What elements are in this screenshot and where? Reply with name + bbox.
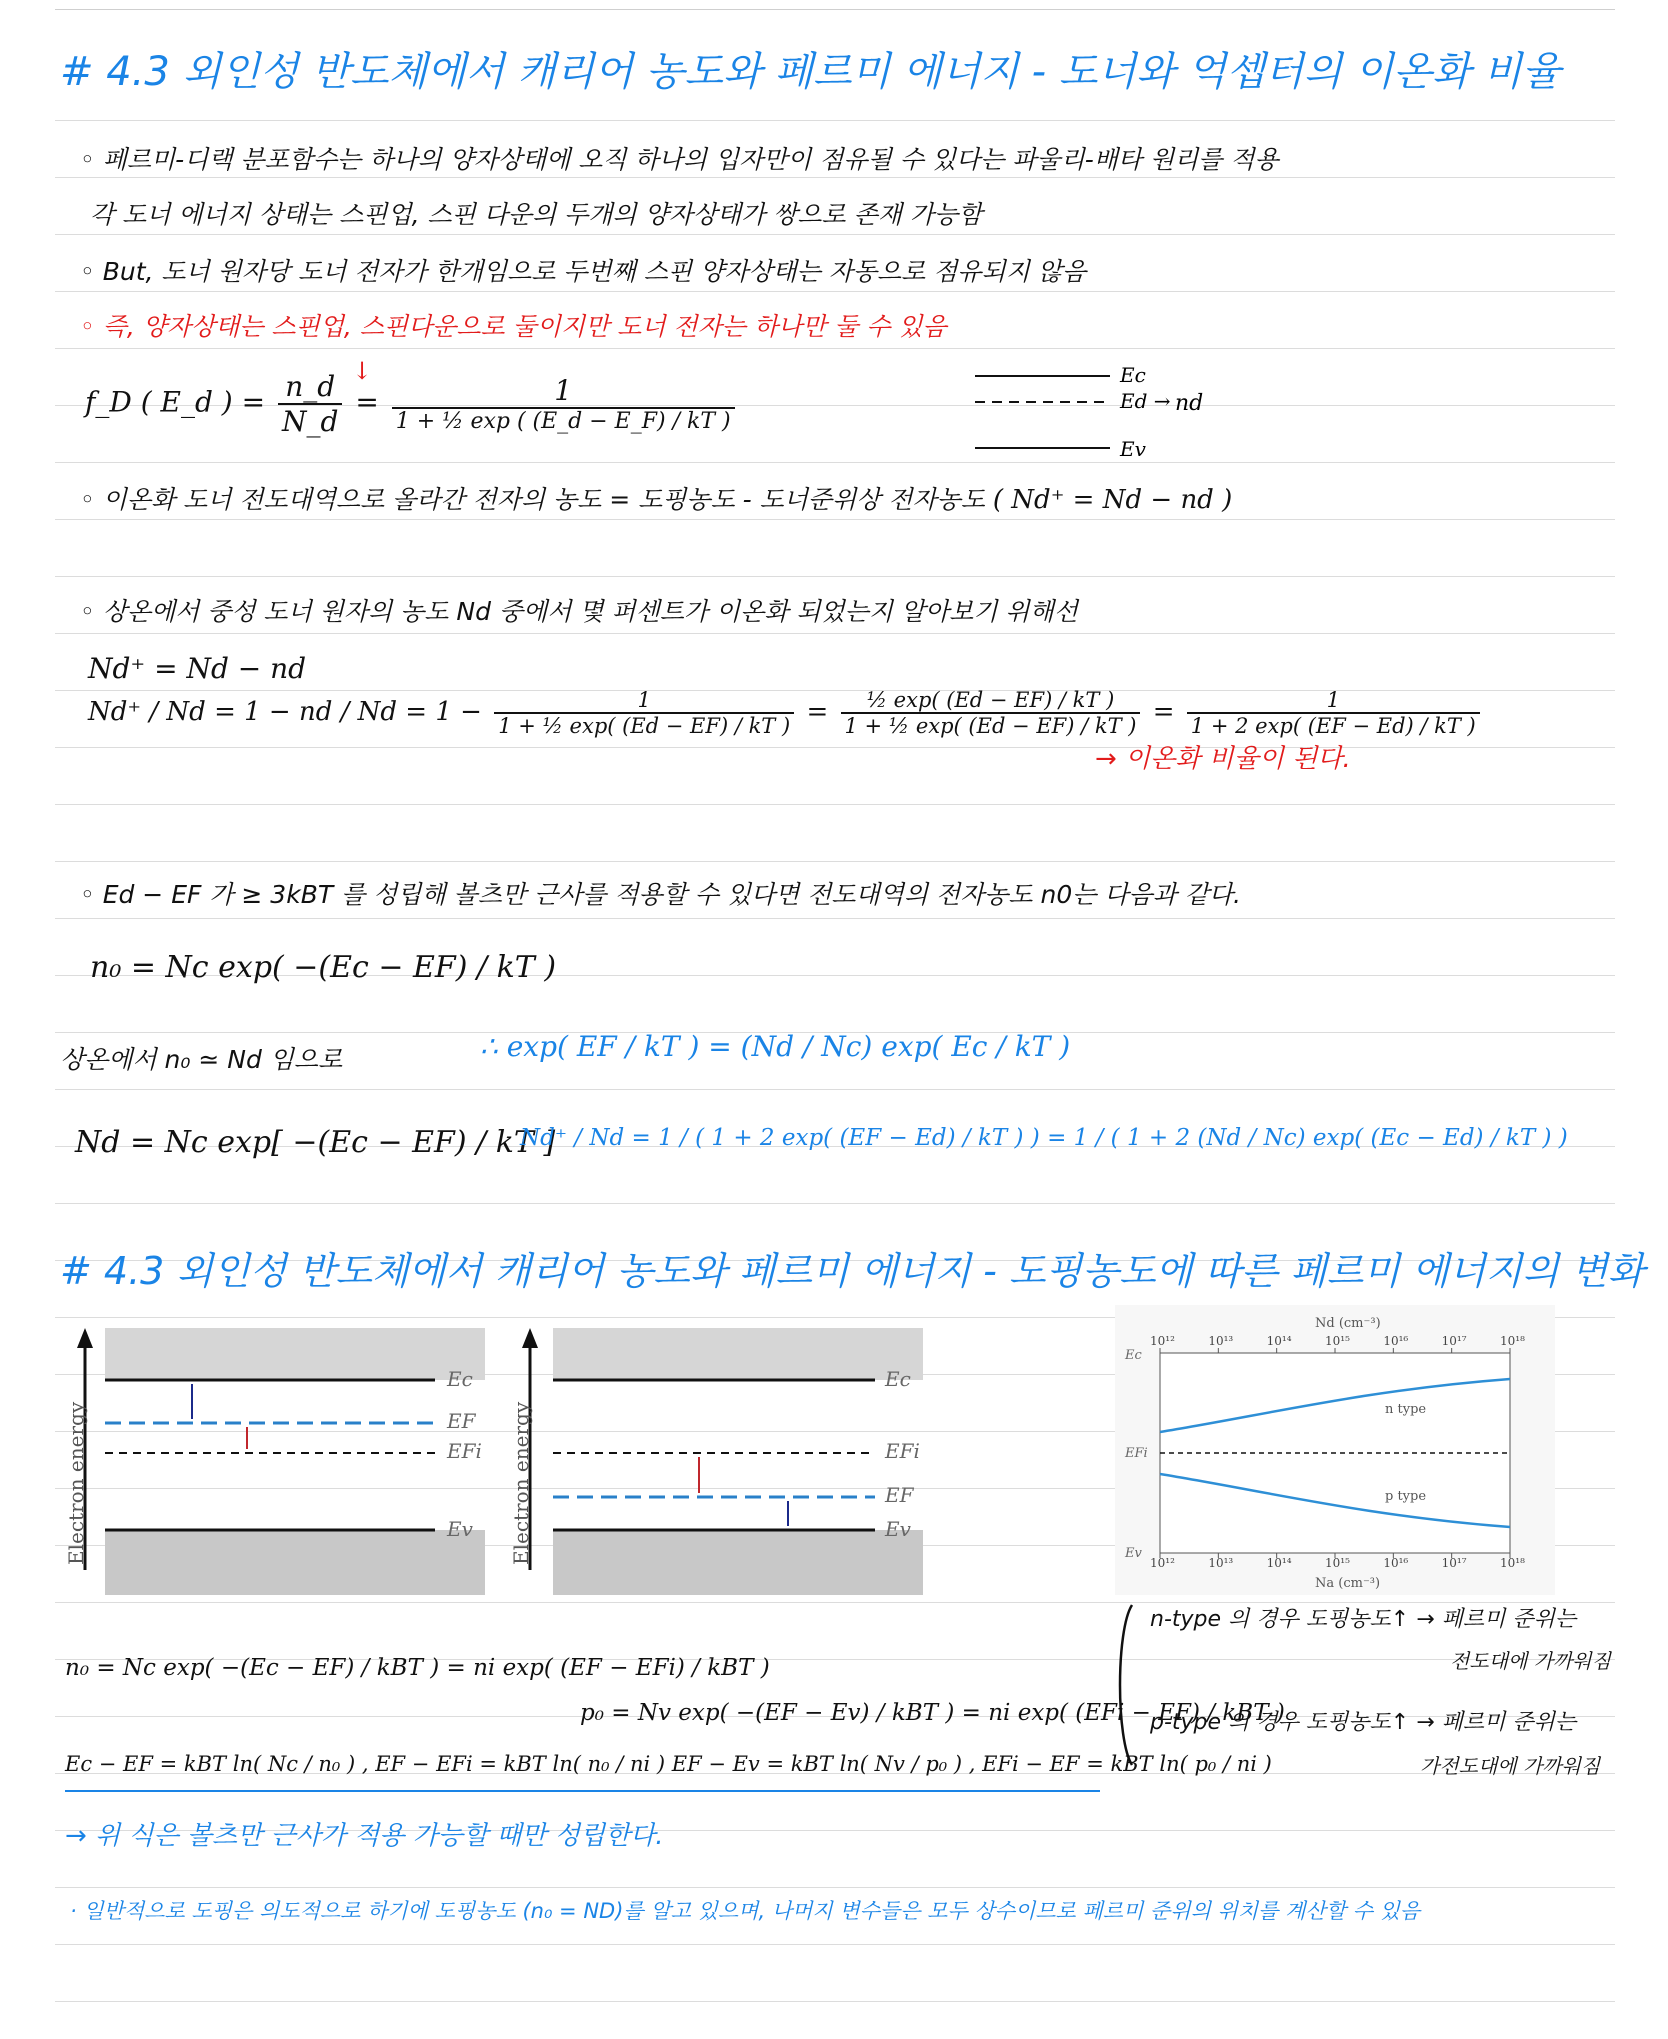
eq-ratio-a-den: 1 + ½ exp( (Ed − EF) / kT ) — [494, 712, 794, 738]
fig3-top-axis-label: Nd (cm⁻³) — [1315, 1316, 1381, 1331]
ionization-note: → 이온화 비율이 된다. — [1095, 744, 1351, 774]
fig3-tick-label: 10¹⁴ — [1266, 1334, 1292, 1348]
fig1-ef: EF — [447, 1409, 476, 1433]
equation-nd-plus: Nd⁺ = Nd − nd — [88, 652, 307, 685]
fig1-ylabel: Electron energy — [64, 1401, 88, 1565]
fig3-tick-label: 10¹² — [1150, 1334, 1175, 1348]
fig2-ec: Ec — [885, 1367, 911, 1391]
eq-fd-num: n_d — [285, 370, 336, 403]
section1-title: # 4.3 외인성 반도체에서 캐리어 농도와 페르미 에너지 - 도너와 억셉터의 이온화 비율 — [60, 49, 1561, 95]
fig3-tick-label: 10¹⁷ — [1441, 1556, 1467, 1570]
fig1-efi: EFi — [447, 1439, 482, 1463]
equation-therefore: ∴ exp( EF / kT ) = (Nd / Nc) exp( Ec / kT ) — [480, 1030, 1071, 1063]
note-doping: · 일반적으로 도핑은 의도적으로 하기에 도핑농도 (n₀ = ND)를 알고 있으며, 나머지 변수들은 모두 상수이므로 페르미 준위의 위치를 계산할 수 있음 — [70, 1899, 1421, 1923]
side-note-n2: 전도대에 가까워짐 — [1450, 1649, 1611, 1673]
fig3-tick-label: 10¹³ — [1208, 1334, 1234, 1348]
line5-eq: ( Nd⁺ = Nd − nd ) — [992, 485, 1233, 515]
fig2-ylabel: Electron energy — [509, 1401, 533, 1565]
fig1-ev: Ev — [447, 1517, 473, 1541]
eq-fd-lhs: f_D ( E_d ) = — [85, 385, 266, 419]
fig3-efi: EFi — [1125, 1446, 1148, 1461]
equation-fd: f_D ( E_d ) = $\frac{n\_d}{N\_d}$ = $\frac{1}{\text{1 + ½ exp ( (E\_d − E\_F) / kT )}}$ — [85, 370, 739, 438]
text-line-highlight: ◦ 즉, 양자상태는 스핀업, 스핀다운으로 둘이지만 도너 전자는 하나만 둘 수 있음 — [80, 312, 947, 341]
fig2-ev: Ev — [885, 1517, 911, 1541]
equation-nd: Nd = Nc exp[ −(Ec − EF) / kT ] — [75, 1125, 556, 1160]
eq-fd-den: N_d — [278, 403, 342, 438]
fig3-tick-label: 10¹² — [1150, 1556, 1175, 1570]
figure-ptype-band — [505, 1320, 935, 1610]
figure-fermi-vs-doping — [1115, 1305, 1555, 1595]
fig3-tick-label: 10¹⁵ — [1325, 1556, 1350, 1570]
line5-text: ◦ 이온화 도너 전도대역으로 올라간 전자의 농도 = 도핑농도 - 도너준위상 전자농도 — [80, 485, 985, 514]
eq-ratio-b-num: ½ exp( (Ed − EF) / kT ) — [866, 688, 1115, 712]
fig3-tick-label: 10¹⁴ — [1266, 1556, 1292, 1570]
band-nd: nd — [1175, 391, 1204, 416]
fig3-tick-label: 10¹⁷ — [1441, 1334, 1467, 1348]
fig2-efi: EFi — [885, 1439, 920, 1463]
blue-underline — [65, 1790, 1100, 1792]
band-ed: Ed → — [1120, 389, 1171, 413]
equation-p0-ni: p₀ = Nv exp( −(EF − Ev) / kBT ) = ni exp( (EFi − EF) / kBT ) — [580, 1700, 1285, 1726]
equation-ionization-ratio: Nd⁺ / Nd = 1 − nd / Nd = 1 − $\frac{1}{\text{1 + ½ exp( (Ed − EF) / kT )}}$ = $\frac{\text{½ exp( (Ed − EF) / kT )}}{\text{1 + ½ exp( (Ed − EF) / kT )}}$ = $\frac{1}{1 + 2 \exp( (EF - Ed) / kT )}$ — [88, 688, 1484, 738]
text-line: 상온에서 n₀ ≃ Nd 임으로 — [60, 1045, 343, 1074]
section2-title: # 4.3 외인성 반도체에서 캐리어 농도와 페르미 에너지 - 도핑농도에 따른 페르미 에너지의 변화 — [60, 1249, 1645, 1293]
fig3-tick-label: 10¹⁵ — [1325, 1334, 1350, 1348]
eq-ratio-a-num: 1 — [637, 688, 651, 712]
fig3-n-label: n type — [1385, 1402, 1427, 1417]
eq-ratio-lhs: Nd⁺ / Nd = 1 − nd / Nd = 1 − — [88, 697, 482, 727]
fig3-tick-label: 10¹⁶ — [1383, 1334, 1409, 1348]
brace-icon — [1110, 1600, 1140, 1770]
note-boltzmann: → 위 식은 볼츠만 근사가 적용 가능할 때만 성립한다. — [65, 1821, 664, 1851]
fig1-ec: Ec — [447, 1367, 473, 1391]
text-line: ◦ But, 도너 원자당 도너 전자가 한개임으로 두번째 스핀 양자상태는 자동으로 점유되지 않음 — [80, 257, 1087, 286]
equation-n0: n₀ = Nc exp( −(Ec − EF) / kT ) — [90, 950, 557, 985]
figure-ntype-band — [55, 1320, 505, 1610]
fig3-ec: Ec — [1125, 1348, 1142, 1363]
fig2-ef: EF — [885, 1483, 914, 1507]
fig3-tick-label: 10¹⁶ — [1383, 1556, 1409, 1570]
fig3-p-label: p type — [1385, 1489, 1427, 1504]
eq-ratio-b-den: 1 + ½ exp( (Ed − EF) / kT ) — [841, 712, 1141, 738]
red-arrow-icon: ↓ — [352, 357, 373, 385]
text-line: ◦ 페르미-디랙 분포함수는 하나의 양자상태에 오직 하나의 입자만이 점유될 수 있다는 파울리-배타 원리를 적용 — [80, 145, 1279, 174]
eq-fd-rhs-num: 1 — [554, 374, 573, 407]
fig3-tick-label: 10¹³ — [1208, 1556, 1234, 1570]
fig3-ev: Ev — [1125, 1546, 1142, 1561]
fig3-tick-label: 10¹⁸ — [1500, 1334, 1525, 1348]
text-line: ◦ 상온에서 중성 도너 원자의 농도 Nd 중에서 몇 퍼센트가 이온화 되었는지 알아보기 위해선 — [80, 597, 1078, 626]
text-line: ◦ Ed − EF 가 ≥ 3kBT 를 성립해 볼츠만 근사를 적용할 수 있다면 전도대역의 전자농도 n0는 다음과 같다. — [80, 880, 1241, 909]
text-line — [80, 480, 1232, 516]
side-note-p: p-type 의 경우 도핑농도↑ → 페르미 준위는 — [1150, 1710, 1577, 1735]
side-note-n: n-type 의 경우 도핑농도↑ → 페르미 준위는 — [1150, 1607, 1577, 1632]
fig3-bottom-axis-label: Na (cm⁻³) — [1315, 1576, 1381, 1591]
donor-band-sketch — [960, 358, 1260, 468]
eq-fd-rhs-den: 1 + ½ exp ( (E_d − E_F) / kT ) — [392, 407, 735, 434]
equation-ratio-blue: Nd⁺ / Nd = 1 / ( 1 + 2 exp( (EF − Ed) / kT ) ) = 1 / ( 1 + 2 (Nd / Nc) exp( (Ec − Ed) / kT ) ) — [520, 1125, 1568, 1151]
eq-ratio-c-num: 1 — [1326, 688, 1340, 712]
fig3-tick-label: 10¹⁸ — [1500, 1556, 1525, 1570]
equation-n0-ni: n₀ = Nc exp( −(Ec − EF) / kBT ) = ni exp( (EF − EFi) / kBT ) — [65, 1655, 770, 1681]
text-line: 각 도너 에너지 상태는 스핀업, 스핀 다운의 두개의 양자상태가 쌍으로 존재 가능함 — [90, 200, 983, 229]
side-note-p2: 가전도대에 가까워짐 — [1420, 1754, 1601, 1778]
equation-logs: Ec − EF = kBT ln( Nc / n₀ ) , EF − EFi = kBT ln( n₀ / ni ) EF − Ev = kBT ln( Nv / p₀ ) , EFi − EF = kBT ln( p₀ / ni ) — [65, 1752, 1272, 1776]
band-ec: Ec — [1120, 363, 1146, 387]
band-ev: Ev — [1120, 437, 1146, 461]
eq-ratio-c-den: 1 + 2 exp( (EF − Ed) / kT ) — [1187, 712, 1480, 738]
